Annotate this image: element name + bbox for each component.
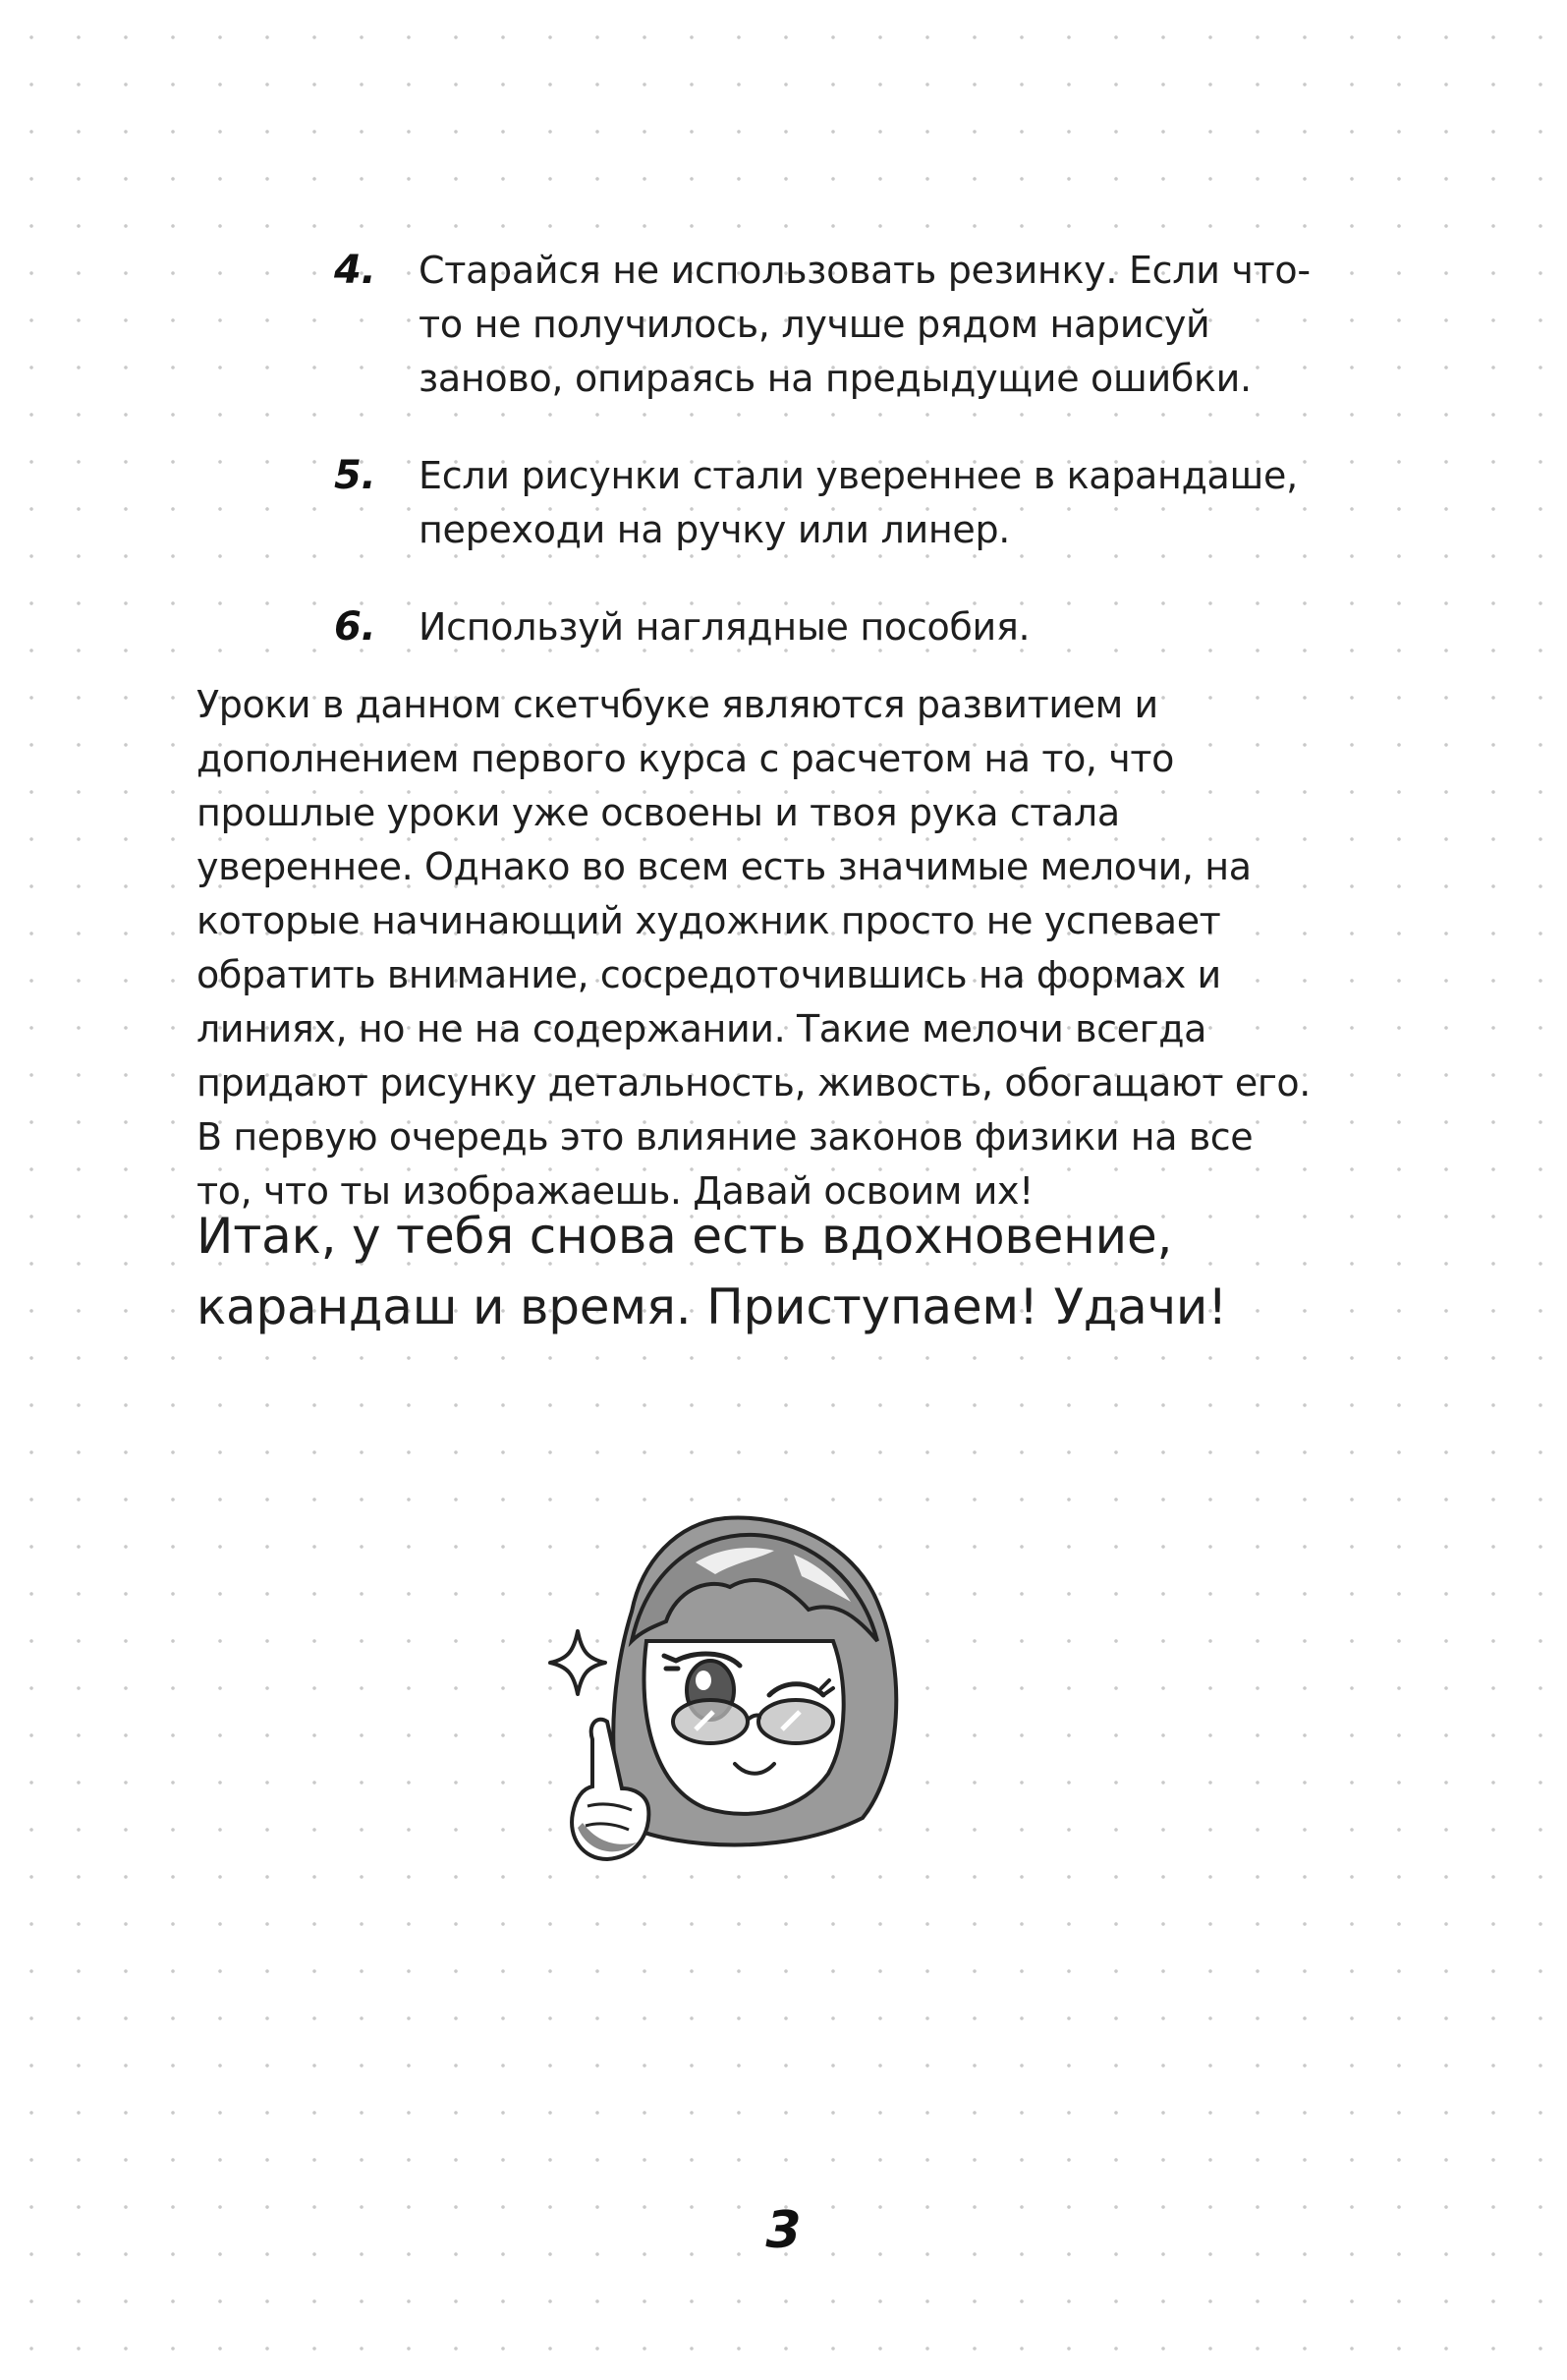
tip-number: 5. <box>334 453 376 498</box>
tip-text: Старайся не использовать резинку. Если что-то не получилось, лучше рядом нарисуй заново, опираясь на предыдущие ошибки. <box>419 249 1311 400</box>
sparkle-icon <box>550 1631 605 1694</box>
tip-item <box>334 600 1316 654</box>
tip-number: 6. <box>334 604 376 650</box>
eye-highlight-shape <box>696 1671 711 1690</box>
glasses-left-lens <box>673 1700 748 1743</box>
glasses-right-lens <box>758 1700 833 1743</box>
mascot-illustration <box>538 1494 931 1906</box>
tip-text: Если рисунки стали увереннее в карандаше, переходи на ручку или линер. <box>419 454 1298 551</box>
page-number: 3 <box>765 2201 802 2260</box>
tip-item <box>334 449 1316 557</box>
tip-number: 4. <box>334 248 376 293</box>
tips-list <box>334 244 1316 698</box>
tip-item <box>334 244 1316 406</box>
closing-text: Итак, у тебя снова есть вдохновение, карандаш и время. Приступаем! Удачи! <box>196 1208 1228 1335</box>
body-paragraph: Уроки в данном скетчбуке являются развитием и дополнением первого курса с расчетом на то, что прошлые уроки уже освоены и твоя рука стала увереннее. Однако во всем есть значимые мелочи, на которые начинающий художник просто не успевает обратить внимание, сосредоточившись на формах и линиях, но не на содержании. Такие мелочи всегда придают рисунку детальность, живость, обогащают его. В первую очередь это влияние законов физики на все то, что ты изображаешь. Давай освоим их! <box>196 683 1311 1213</box>
tip-text: Используй наглядные пособия. <box>419 605 1031 649</box>
